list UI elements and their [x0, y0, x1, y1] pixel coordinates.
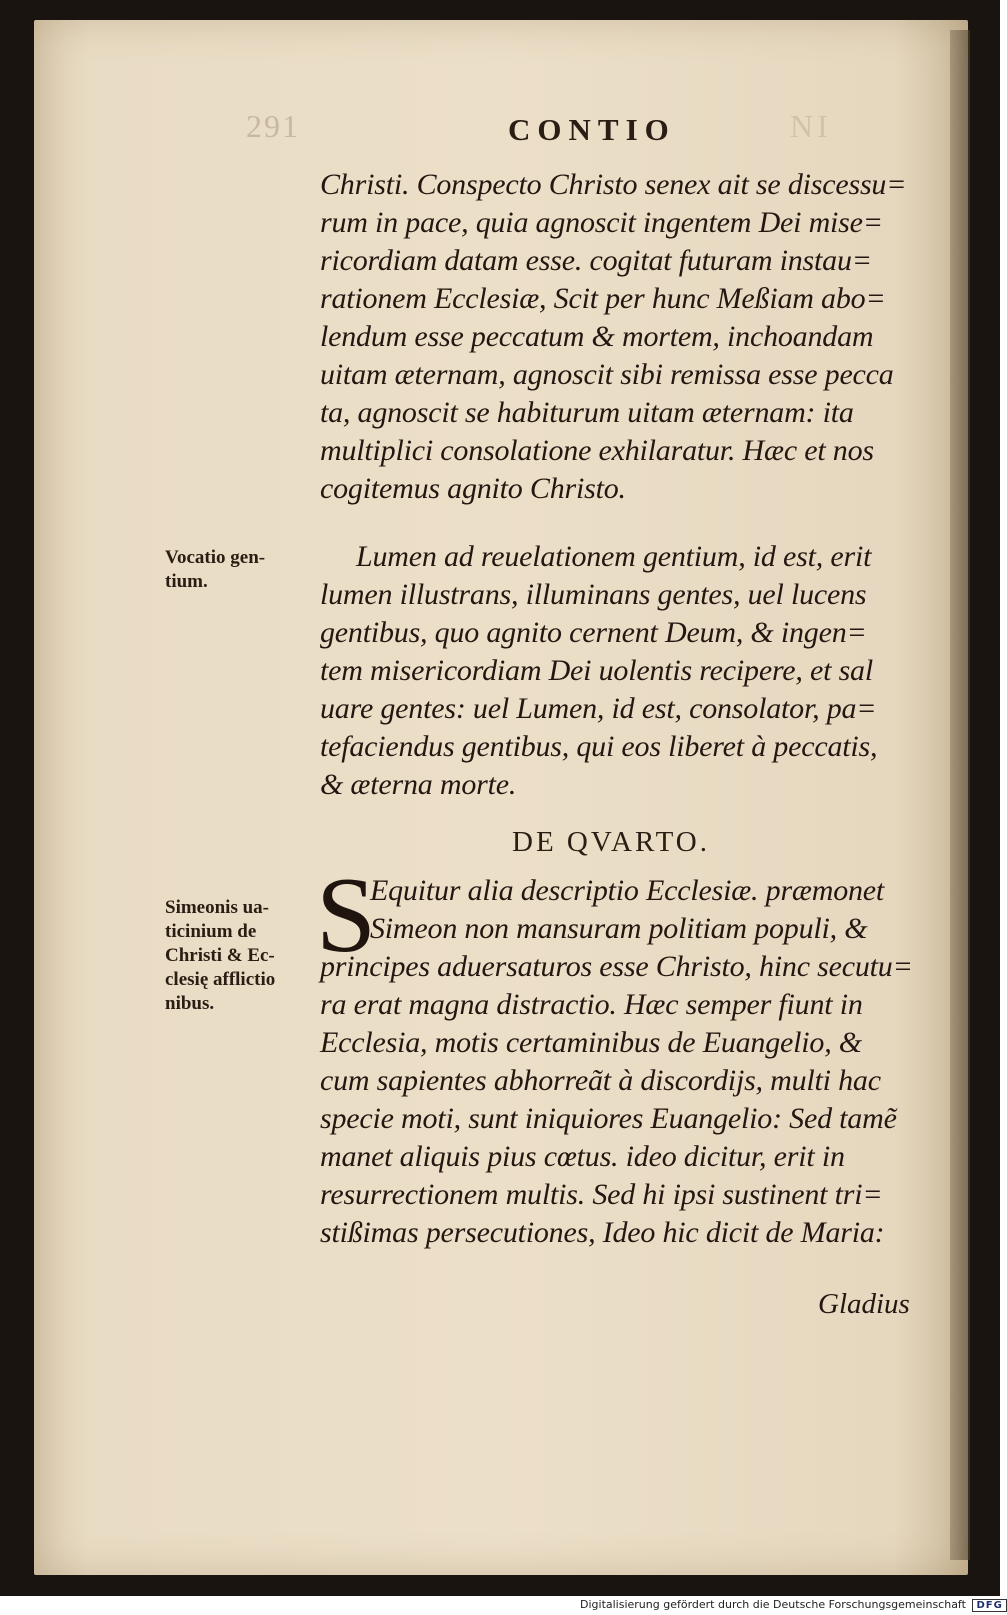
text-line: tem misericordiam Dei uolentis recipere, et sal: [320, 654, 873, 687]
drop-initial: S: [316, 856, 377, 975]
margin-note-line: clesię afflictio: [165, 969, 276, 990]
text-line: ta, agnoscit se habiturum uitam æternam: ita: [320, 396, 854, 429]
text-line: stißimas persecutiones, Ideo hic dicit de Maria:: [320, 1216, 885, 1249]
section-heading: DE QVARTO.: [512, 826, 710, 858]
text-line: multiplici consolatione exhilaratur. Hæc et nos: [320, 434, 874, 467]
text-line: manet aliquis pius cœtus. ideo dicitur, erit in: [320, 1140, 845, 1173]
digitization-footer: [580, 1598, 1007, 1612]
running-head: CONTIO: [508, 112, 676, 147]
margin-note-line: Christi & Ec-: [165, 945, 275, 966]
text-line: rum in pace, quia agnoscit ingentem Dei mise=: [320, 206, 883, 239]
text-line: ra erat magna distractio. Hæc semper fiunt in: [320, 988, 863, 1021]
text-line: principes aduersaturos esse Christo, hinc secutu=: [320, 950, 913, 983]
text-line: Ecclesia, motis certaminibus de Euangelio, &: [320, 1026, 862, 1059]
text-line: Lumen ad reuelationem gentium, id est, erit: [356, 540, 872, 573]
dfg-logo: DFG: [972, 1599, 1006, 1612]
text-line: rationem Ecclesiæ, Scit per hunc Meßiam abo=: [320, 282, 886, 315]
text-line: cogitemus agnito Christo.: [320, 472, 626, 505]
text-line: gentibus, quo agnito cernent Deum, & ingen=: [320, 616, 867, 649]
margin-note-line: Vocatio gen-: [165, 547, 266, 568]
text-line: & æterna morte.: [320, 768, 517, 801]
margin-note-line: nibus.: [165, 993, 215, 1014]
text-line: ricordiam datam esse. cogitat futuram instau=: [320, 244, 872, 277]
text-line: uare gentes: uel Lumen, id est, consolator, pa=: [320, 692, 877, 725]
margin-note-line: Simeonis ua-: [165, 897, 269, 918]
text-line: lendum esse peccatum & mortem, inchoandam: [320, 320, 874, 353]
margin-note-vocatio: [165, 546, 265, 594]
catchword: Gladius: [818, 1288, 910, 1320]
text-line: resurrectionem multis. Sed hi ipsi sustinent tri=: [320, 1178, 883, 1211]
text-line: lumen illustrans, illuminans gentes, uel lucens: [320, 578, 867, 611]
ghost-show-through: NI: [790, 108, 832, 144]
text-line: uitam æternam, agnoscit sibi remissa esse pecca: [320, 358, 894, 391]
margin-note-simeonis: [165, 896, 275, 1016]
text-line: specie moti, sunt iniquiores Euangelio: Sed tamẽ: [320, 1102, 897, 1135]
ghost-page-number: 291: [246, 108, 300, 144]
text-line: Simeon non mansuram politiam populi, &: [370, 912, 868, 945]
text-line: Equitur alia descriptio Ecclesiæ. præmonet: [370, 874, 885, 907]
page-edge-shadow: [950, 30, 970, 1560]
footer-text: Digitalisierung gefördert durch die Deutsche Forschungsgemeinschaft: [580, 1598, 966, 1611]
text-line: tefaciendus gentibus, qui eos liberet à peccatis,: [320, 730, 878, 763]
margin-note-line: tium.: [165, 571, 208, 592]
text-line: Christi. Conspecto Christo senex ait se discessu=: [320, 168, 907, 201]
margin-note-line: ticinium de: [165, 921, 257, 942]
text-line: cum sapientes abhorreãt à discordijs, multi hac: [320, 1064, 881, 1097]
